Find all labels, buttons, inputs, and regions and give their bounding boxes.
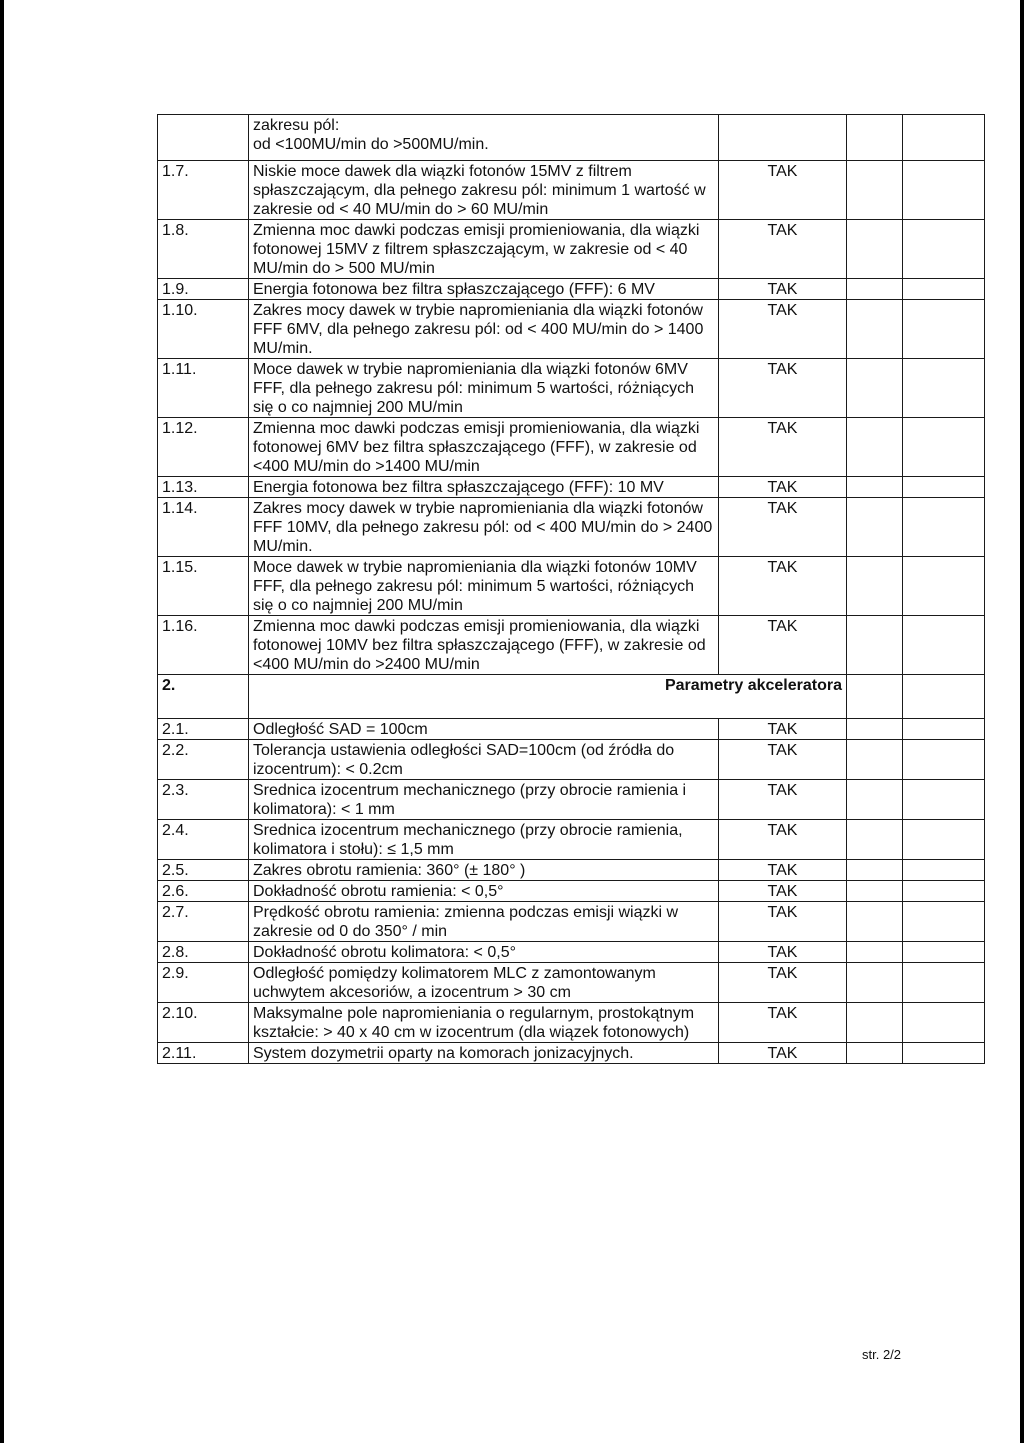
row-value: TAK [719,881,847,902]
row-value: TAK [719,740,847,780]
row-number: 1.15. [158,557,249,616]
empty-cell [847,418,903,477]
empty-cell [903,557,985,616]
row-number: 1.8. [158,220,249,279]
empty-cell [903,942,985,963]
table-row [158,557,985,616]
empty-cell [903,359,985,418]
row-number: 1.13. [158,477,249,498]
row-description: Dokładność obrotu ramienia: < 0,5° [249,881,719,902]
empty-cell [847,1003,903,1043]
row-number: 1.10. [158,300,249,359]
table-row [158,740,985,780]
row-number: 2.4. [158,820,249,860]
empty-cell [903,279,985,300]
row-value: TAK [719,860,847,881]
table-row [158,902,985,942]
empty-cell [903,1003,985,1043]
empty-cell [847,1043,903,1064]
row-description: Moce dawek w trybie napromieniania dla wiązki fotonów 10MV FFF, dla pełnego zakresu pól: minimum 5 wartości, różniących się o co najmniej 200 MU/min [249,557,719,616]
empty-cell [847,300,903,359]
empty-cell [847,161,903,220]
section-header [158,675,985,719]
empty-cell [903,963,985,1003]
row-number: 2.3. [158,780,249,820]
empty-cell [903,740,985,780]
row-description: Zakres obrotu ramienia: 360° (± 180° ) [249,860,719,881]
row-number: 2.5. [158,860,249,881]
row-value: TAK [719,780,847,820]
row-value: TAK [719,963,847,1003]
row-number: 2.7. [158,902,249,942]
row-value: TAK [719,820,847,860]
row-value: TAK [719,220,847,279]
row-description: Srednica izocentrum mechanicznego (przy obrocie ramienia i kolimatora): < 1 mm [249,780,719,820]
empty-cell [903,498,985,557]
row-description: Zmienna moc dawki podczas emisji promieniowania, dla wiązki fotonowej 6MV bez filtra spłaszczającego (FFF), w zakresie od <400 MU/min do >1400 MU/min [249,418,719,477]
specification-table [157,114,985,1064]
row-number: 1.12. [158,418,249,477]
row-description: Zmienna moc dawki podczas emisji promieniowania, dla wiązki fotonowej 10MV bez filtra spłaszczającego (FFF), w zakresie od <400 MU/min do >2400 MU/min [249,616,719,675]
row-number: 2.8. [158,942,249,963]
row-description: Tolerancja ustawienia odległości SAD=100cm (od źródła do izocentrum): < 0.2cm [249,740,719,780]
row-number: 2.9. [158,963,249,1003]
table-row [158,963,985,1003]
empty-cell [903,161,985,220]
table-row [158,881,985,902]
section-title: Parametry akceleratora [249,675,847,719]
row-description: Odległość pomiędzy kolimatorem MLC z zamontowanym uchwytem akcesoriów, a izocentrum > 30 cm [249,963,719,1003]
table-row [158,279,985,300]
row-description: Energia fotonowa bez filtra spłaszczającego (FFF): 6 MV [249,279,719,300]
row-value: TAK [719,418,847,477]
row-value: TAK [719,557,847,616]
table-row [158,820,985,860]
row-number: 1.7. [158,161,249,220]
table-row [158,860,985,881]
row-description: Zakres mocy dawek w trybie napromieniania dla wiązki fotonów FFF 6MV, dla pełnego zakresu pól: od < 400 MU/min do > 1400 MU/min. [249,300,719,359]
empty-cell [847,902,903,942]
empty-cell [847,963,903,1003]
row-description: Srednica izocentrum mechanicznego (przy obrocie ramienia, kolimatora i stołu): ≤ 1,5 mm [249,820,719,860]
row-description: Niskie moce dawek dla wiązki fotonów 15MV z filtrem spłaszczającym, dla pełnego zakresu pól: minimum 1 wartość w zakresie od < 40 MU/min do > 60 MU/min [249,161,719,220]
table-row [158,616,985,675]
empty-cell [847,740,903,780]
table-body-part1 [158,115,985,675]
row-number [158,115,249,161]
row-description: Odległość SAD = 100cm [249,719,719,740]
empty-cell [903,675,985,719]
row-number: 1.14. [158,498,249,557]
row-description: Prędkość obrotu ramienia: zmienna podczas emisji wiązki w zakresie od 0 do 350° / min [249,902,719,942]
row-value: TAK [719,359,847,418]
empty-cell [903,902,985,942]
row-description: System dozymetrii oparty na komorach jonizacyjnych. [249,1043,719,1064]
empty-cell [847,557,903,616]
row-value: TAK [719,1043,847,1064]
empty-cell [847,675,903,719]
row-value: TAK [719,616,847,675]
empty-cell [847,220,903,279]
row-description: Maksymalne pole napromieniania o regularnym, prostokątnym kształcie: > 40 x 40 cm w izocentrum (dla wiązek fotonowych) [249,1003,719,1043]
table-row [158,780,985,820]
table-row [158,498,985,557]
empty-cell [847,279,903,300]
empty-cell [847,860,903,881]
page-number: str. 2/2 [862,1347,902,1362]
empty-cell [903,220,985,279]
row-number: 1.9. [158,279,249,300]
table-row [158,359,985,418]
table-row [158,1043,985,1064]
table-row-intro [158,115,985,161]
empty-cell [847,820,903,860]
table-body-part2 [158,719,985,1064]
empty-cell [903,616,985,675]
empty-cell [847,115,903,161]
empty-cell [903,477,985,498]
row-description: Dokładność obrotu kolimatora: < 0,5° [249,942,719,963]
row-value: TAK [719,477,847,498]
row-number: 2.11. [158,1043,249,1064]
empty-cell [847,780,903,820]
empty-cell [847,616,903,675]
row-description: Energia fotonowa bez filtra spłaszczającego (FFF): 10 MV [249,477,719,498]
row-value: TAK [719,1003,847,1043]
empty-cell [903,820,985,860]
table-row [158,477,985,498]
empty-cell [847,719,903,740]
row-value: TAK [719,300,847,359]
empty-cell [903,300,985,359]
row-value: TAK [719,279,847,300]
row-value: TAK [719,161,847,220]
row-number: 2.6. [158,881,249,902]
empty-cell [903,881,985,902]
table-row [158,719,985,740]
section-number: 2. [158,675,249,719]
row-value: TAK [719,902,847,942]
empty-cell [903,115,985,161]
row-number: 1.16. [158,616,249,675]
row-number: 1.11. [158,359,249,418]
empty-cell [847,498,903,557]
table-row [158,942,985,963]
row-value: TAK [719,498,847,557]
empty-cell [903,719,985,740]
row-value: TAK [719,942,847,963]
section-row-2 [158,675,985,719]
empty-cell [903,780,985,820]
empty-cell [847,881,903,902]
empty-cell [847,477,903,498]
table-row [158,220,985,279]
empty-cell [903,1043,985,1064]
row-value [719,115,847,161]
table-row [158,1003,985,1043]
empty-cell [903,860,985,881]
row-number: 2.1. [158,719,249,740]
row-description: Moce dawek w trybie napromieniania dla wiązki fotonów 6MV FFF, dla pełnego zakresu pól: minimum 5 wartości, różniących się o co najmniej 200 MU/min [249,359,719,418]
table-row [158,300,985,359]
empty-cell [903,418,985,477]
table-row [158,161,985,220]
row-description: Zmienna moc dawki podczas emisji promieniowania, dla wiązki fotonowej 15MV z filtrem spłaszczającym, w zakresie od < 40 MU/min do > 500 MU/min [249,220,719,279]
row-description: zakresu pól: od <100MU/min do >500MU/min. [249,115,719,161]
table-row [158,418,985,477]
row-description: Zakres mocy dawek w trybie napromieniania dla wiązki fotonów FFF 10MV, dla pełnego zakresu pól: od < 400 MU/min do > 2400 MU/min. [249,498,719,557]
empty-cell [847,359,903,418]
row-number: 2.2. [158,740,249,780]
row-number: 2.10. [158,1003,249,1043]
row-value: TAK [719,719,847,740]
empty-cell [847,942,903,963]
